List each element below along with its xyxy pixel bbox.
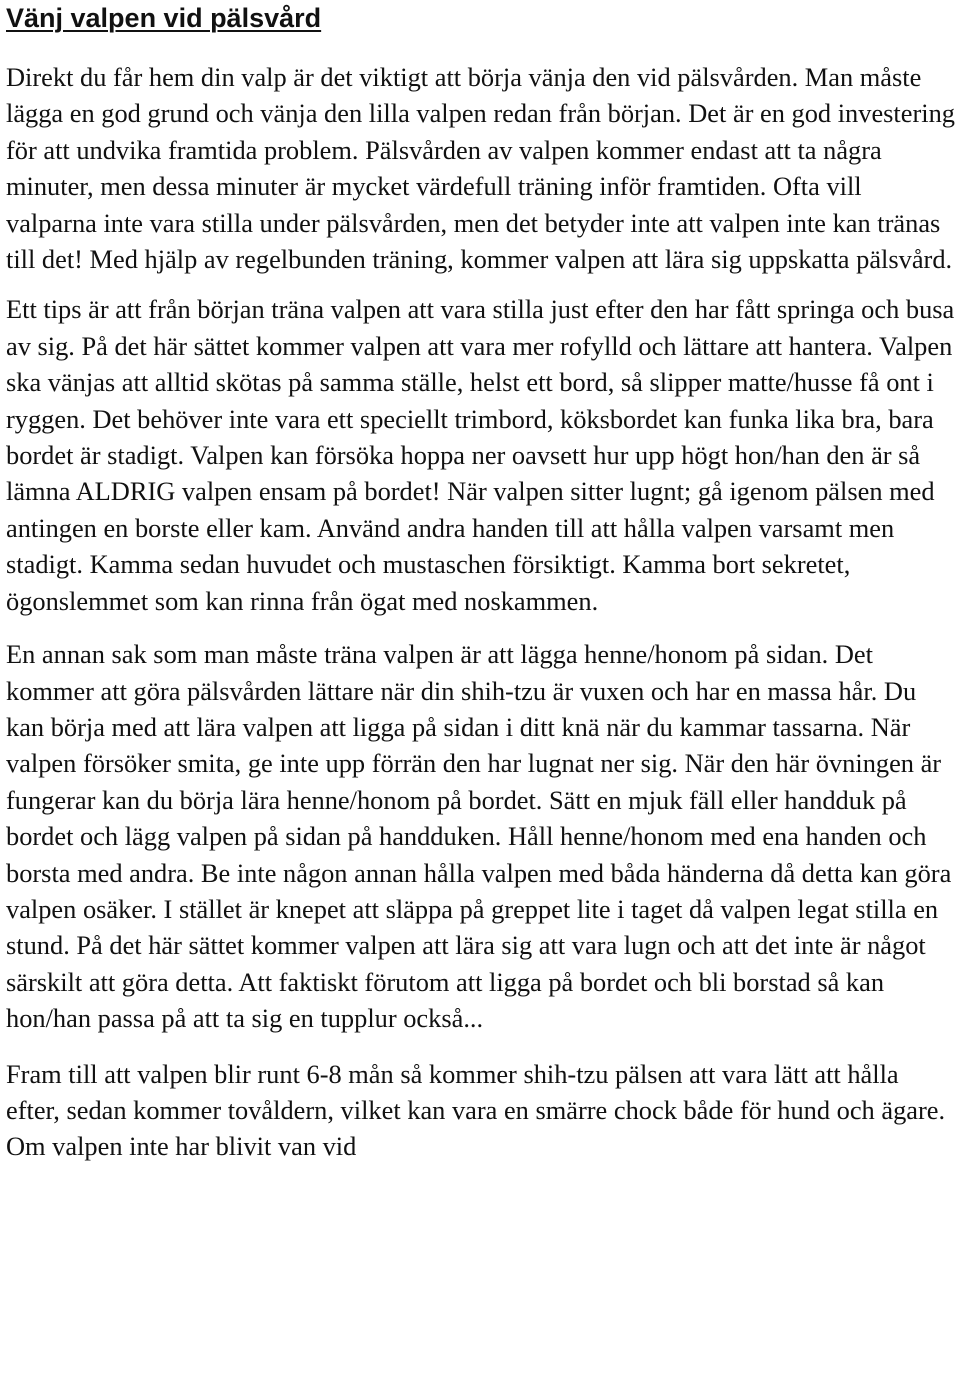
paragraph-tips: Ett tips är att från början träna valpen att vara stilla just efter den har fått springa och busa av sig. På det här sättet kommer valpen att vara mer rofylld och lättare att hantera. Valpen ska vänjas att alltid skötas på samma ställe, helst ett bord, så slipper matte/husse få ont i ryggen. Det behöver inte vara ett speciellt trimbord, köksbordet kan funka lika bra, bara bordet är stadigt. Valpen kan försöka hoppa ner oavsett hur upp högt hon/han den är så lämna ALDRIG valpen ensam på bordet! När valpen sitter lugnt; gå igenom pälsen med antingen en borste eller kam. Använd andra handen till att hålla valpen varsamt men stadigt. Kamma sedan huvudet och mustaschen försiktigt. Kamma bort sekretet, ögonslemmet som kan rinna från ögat med noskammen. bbox=[6, 294, 955, 616]
document-title: Vänj valpen vid pälsvård bbox=[6, 3, 322, 33]
document-page bbox=[6, 0, 956, 1165]
paragraph-intro: Direkt du får hem din valp är det viktigt att börja vänja den vid pälsvården. Man måste lägga en god grund och vänja den lilla valpen redan från början. Det är en god investering för att undvika framtida problem. Pälsvården av valpen kommer endast att ta några minuter, men dessa minuter är mycket värdefull träning inför framtiden. Ofta vill valparna inte vara stilla under pälsvården, men det betyder inte att valpen inte kan tränas till det! Med hjälp av regelbunden träning, kommer valpen att lära sig uppskatta pälsvård. bbox=[6, 62, 955, 275]
paragraph-coat-age: Fram till att valpen blir runt 6-8 mån så kommer shih-tzu pälsen att vara lätt att hålla efter, sedan kommer tovåldern, vilket kan vara en smärre chock både för hund och ägare. Om valpen inte har blivit van vid bbox=[6, 1058, 946, 1162]
paragraph-side-training: En annan sak som man måste träna valpen är att lägga henne/honom på sidan. Det kommer att göra pälsvården lättare när din shih-tzu är vuxen och har en massa hår. Du kan börja med att lära valpen att ligga på sidan i ditt knä när du kammar tassarna. När valpen försöker smita, ge inte upp förrän den har lugnat ner sig. När den här övningen är fungerar kan du börja lära henne/honom på bordet. Sätt en mjuk fäll eller handduk på bordet och lägg valpen på sidan på handduken. Håll henne/honom med ena handen och borsta med andra. Be inte någon annan hålla valpen med båda händerna då detta kan göra valpen osäker. I stället är knepet att släppa på greppet lite i taget då valpen legat stilla en stund. På det här sättet kommer valpen att lära sig att vara lugn och att det inte är något särskilt att göra detta. Att faktiskt förutom att ligga på bordet och bli borstad så kan hon/han passa på att ta sig en tupplur också... bbox=[6, 639, 952, 1034]
